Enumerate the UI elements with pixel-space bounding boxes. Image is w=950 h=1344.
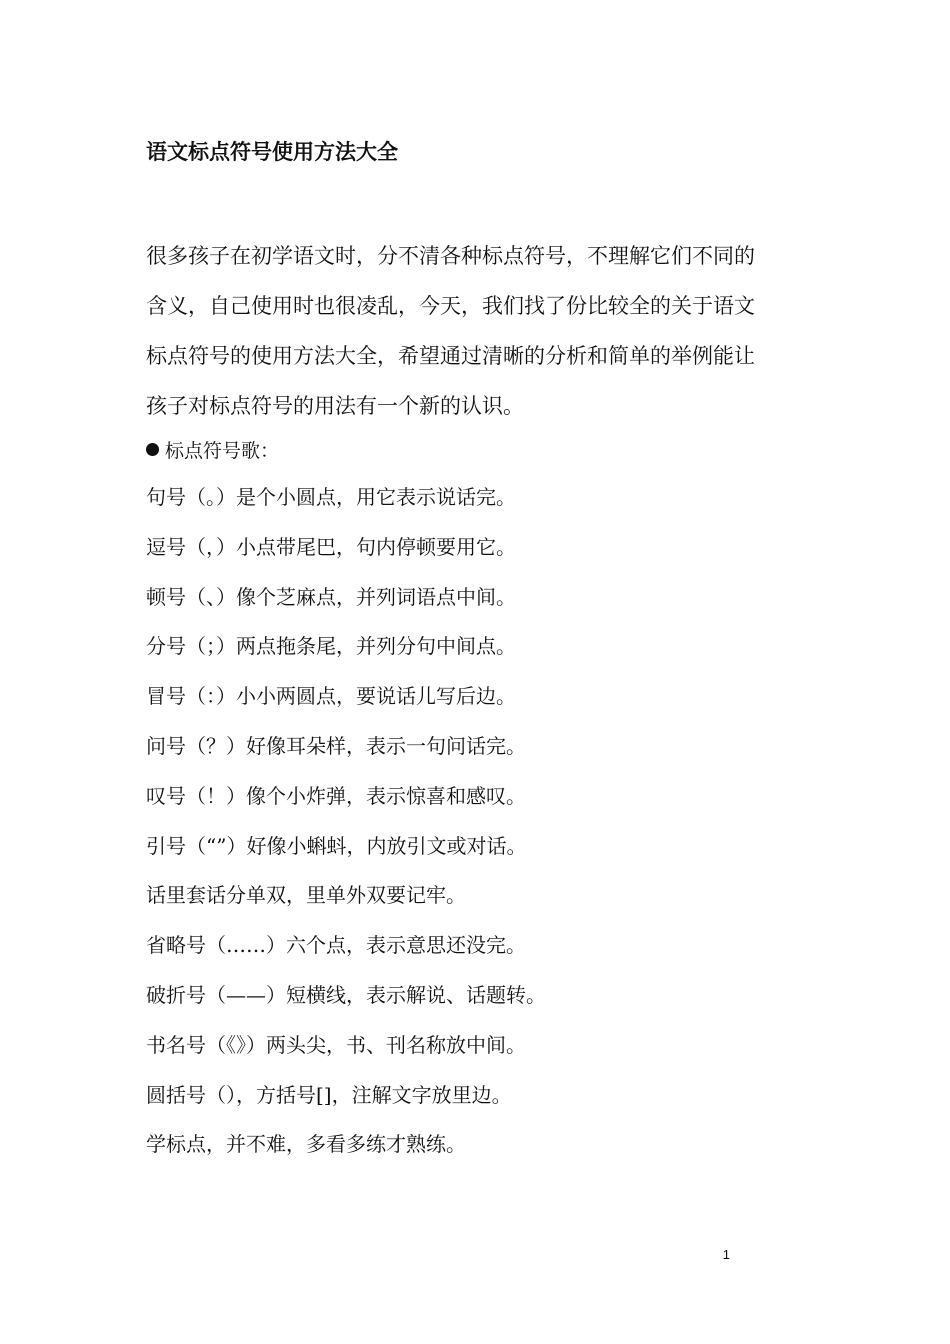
verse-line: 句号（。）是个小圆点，用它表示说话完。 <box>146 485 516 509</box>
verse-line: 书名号（《》）两头尖，书、刊名称放中间。 <box>146 1032 526 1057</box>
verse-line: 逗号（，）小点带尾巴，句内停顿要用它。 <box>146 534 516 559</box>
intro-line: 孩子对标点符号的用法有一个新的认识。 <box>146 394 524 418</box>
bullet-icon <box>146 443 159 456</box>
song-heading-label: 标点符号歌： <box>165 440 280 462</box>
verse-list <box>146 482 816 1179</box>
verse-line: 引号（“”）好像小蝌蚪，内放引文或对话。 <box>146 833 527 858</box>
verse-line: 学标点，并不难，多看多练才熟练。 <box>146 1132 466 1157</box>
intro-paragraph <box>146 231 816 431</box>
verse-line: 省略号（……）六个点，表示意思还没完。 <box>146 933 526 958</box>
verse-line: 叹号（！）像个小炸弹，表示惊喜和感叹。 <box>146 783 526 808</box>
intro-line: 标点符号的使用方法大全，希望通过清晰的分析和简单的举例能让 <box>146 344 755 368</box>
verse-line: 圆括号（），方括号[]，注解文字放里边。 <box>146 1082 512 1107</box>
page-title: 语文标点符号使用方法大全 <box>146 140 398 164</box>
verse-line: 冒号（：）小小两圆点，要说话儿写后边。 <box>146 684 516 709</box>
verse-line: 破折号（——）短横线，表示解说、话题转。 <box>146 982 546 1007</box>
page-number: 1 <box>722 1247 730 1262</box>
verse-line: 分号（；）两点拖条尾，并列分句中间点。 <box>146 634 516 659</box>
verse-line: 顿号（、）像个芝麻点，并列词语点中间。 <box>146 584 516 609</box>
verse-line: 话里套话分单双，里单外双要记牢。 <box>146 883 466 908</box>
intro-line: 含义，自己使用时也很凌乱，今天，我们找了份比较全的关于语文 <box>146 294 755 318</box>
verse-line: 问号（？）好像耳朵样，表示一句问话完。 <box>146 733 526 758</box>
intro-line: 很多孩子在初学语文时，分不清各种标点符号，不理解它们不同的 <box>146 244 755 268</box>
song-heading <box>146 436 279 466</box>
